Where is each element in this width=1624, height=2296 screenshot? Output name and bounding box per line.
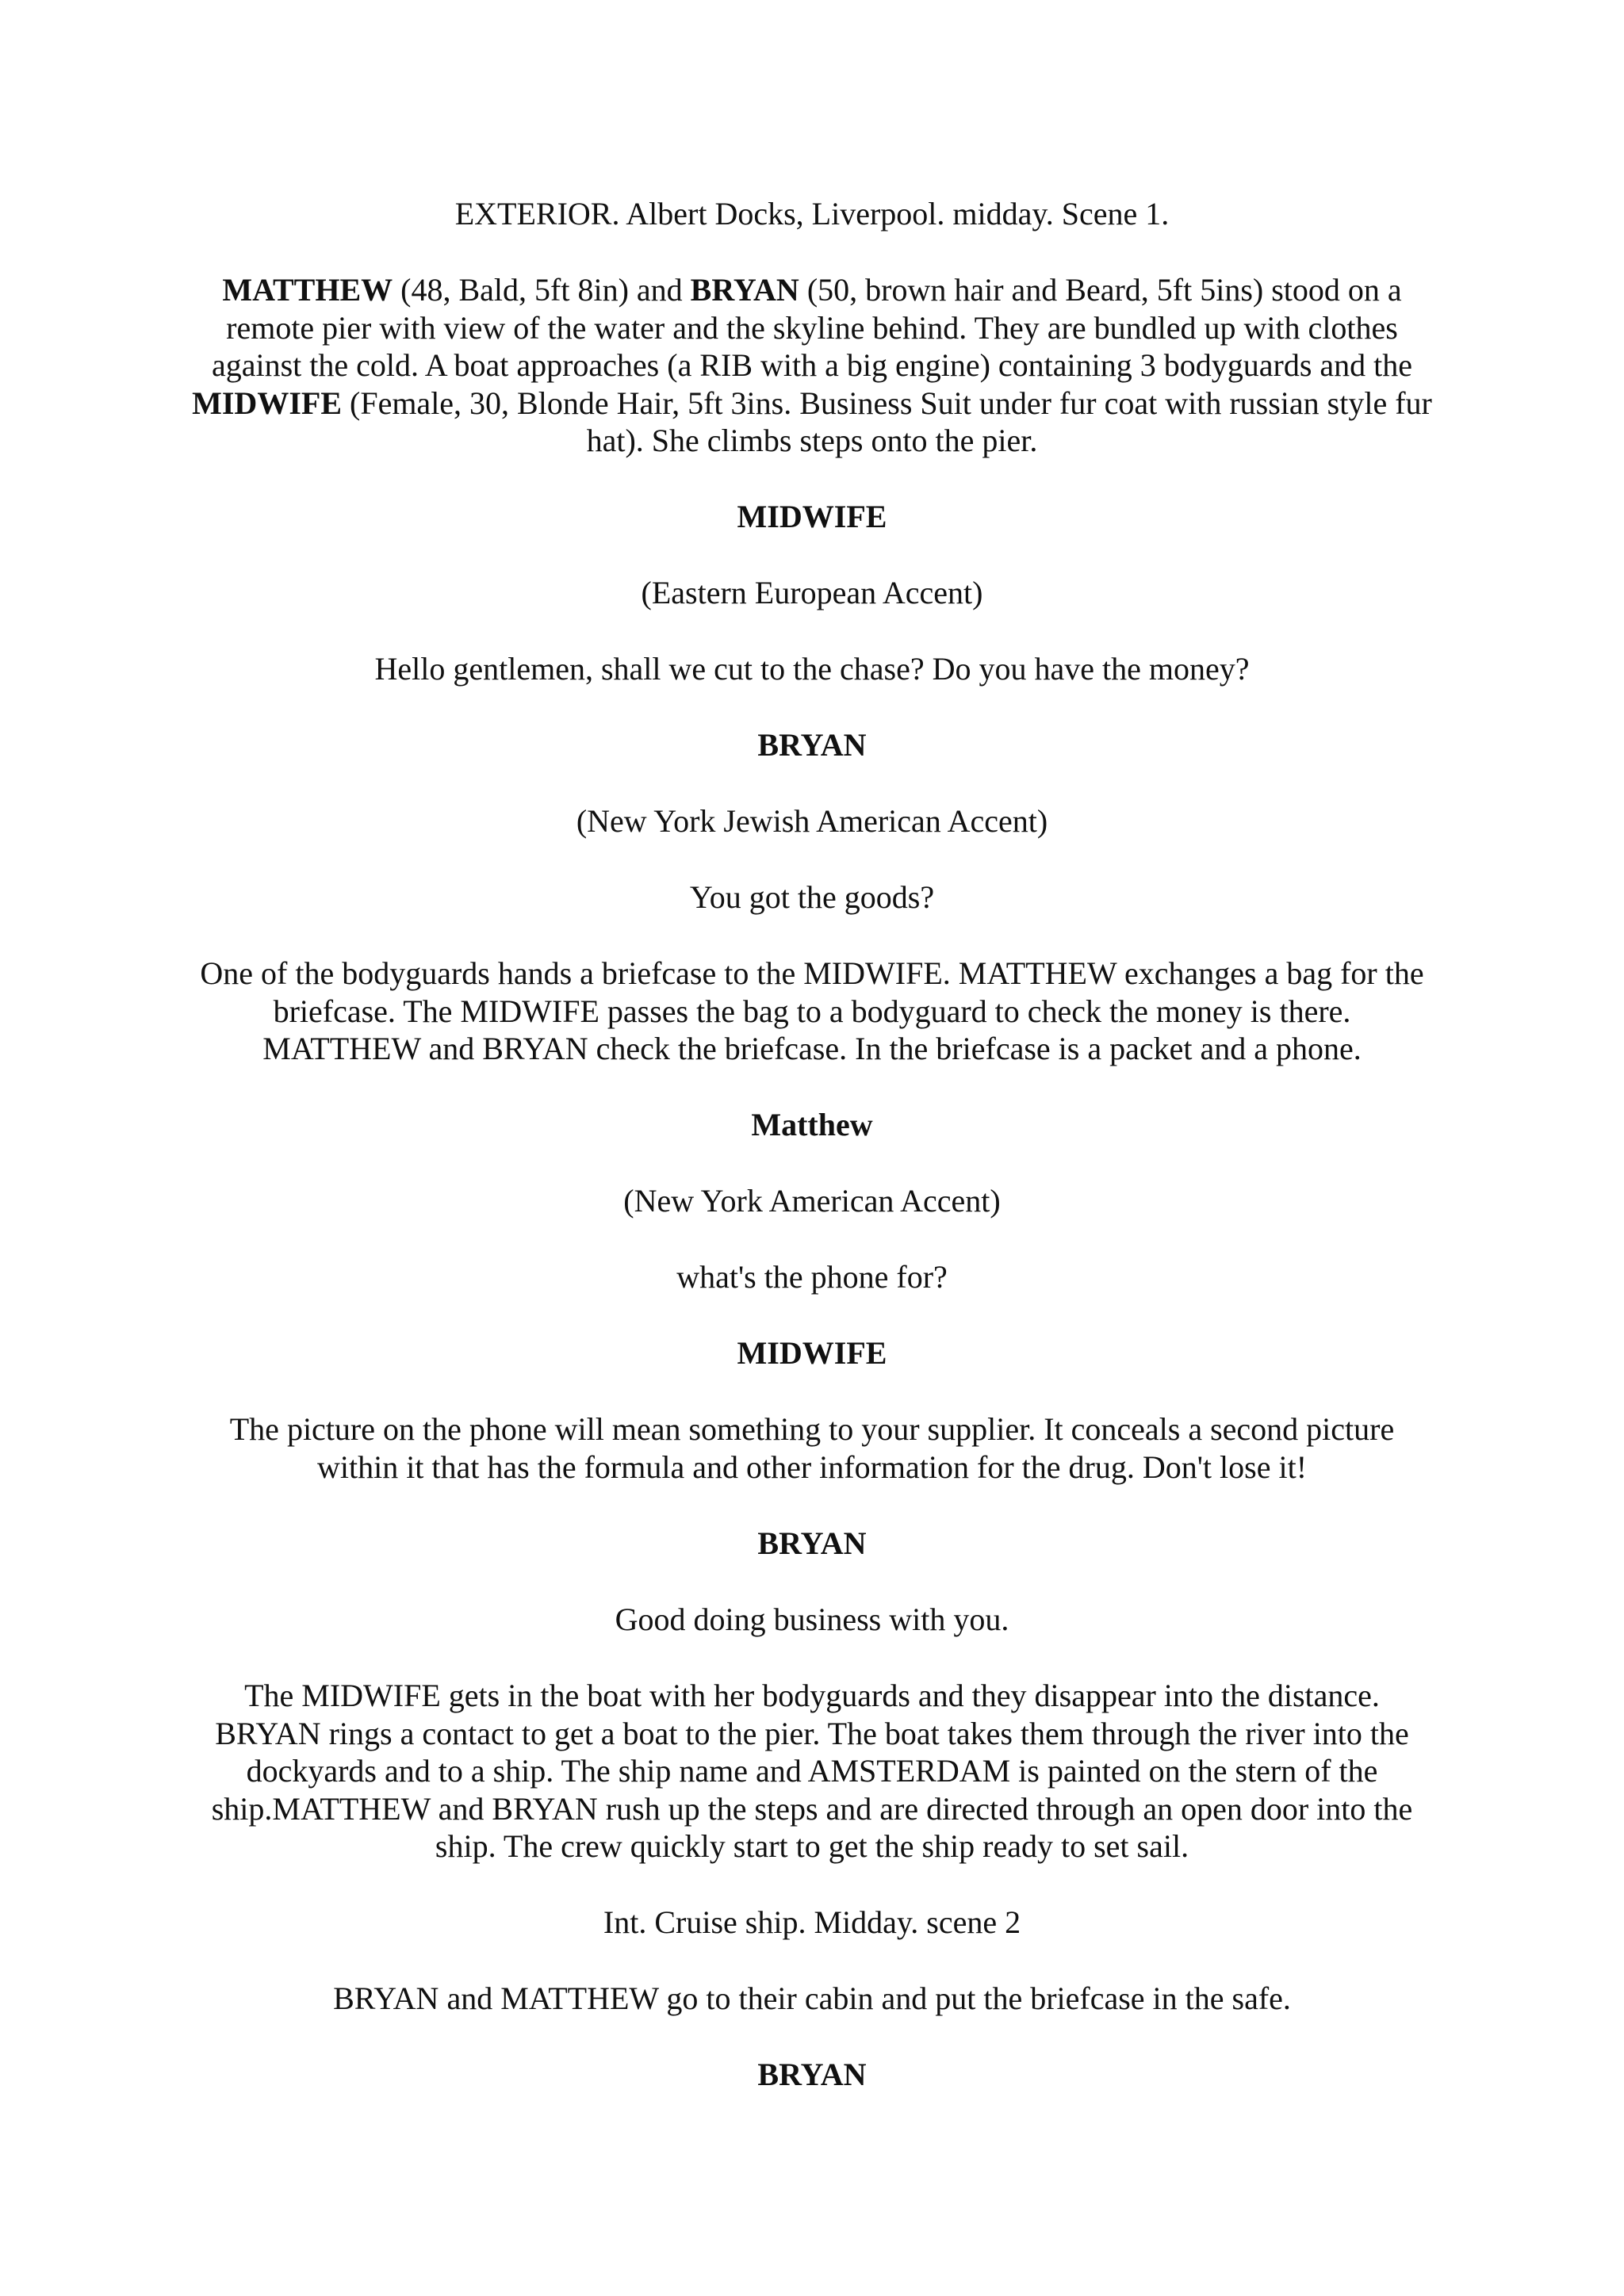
scene-heading: Int. Cruise ship. Midday. scene 2 bbox=[603, 1904, 1021, 1941]
action-paragraph: The MIDWIFE gets in the boat with her bodyguards and they disappear into the distance. BRYAN rings a contact to get a boat to the pier. The boat takes them through the river into the dockyards and to a ship. The ship name and AMSTERDAM is painted on the stern of the ship.MATTHEW and BRYAN rush up the steps and are directed through an open door into the ship. The crew quickly start to get the ship ready to set sail. bbox=[211, 1677, 1413, 1865]
character-name: MIDWIFE bbox=[192, 385, 342, 421]
parenthetical: (Eastern European Accent) bbox=[641, 575, 983, 611]
character-cue: Matthew bbox=[751, 1107, 873, 1143]
character-cue: BRYAN bbox=[757, 727, 867, 763]
character-name: BRYAN bbox=[690, 271, 799, 308]
dialogue-line: You got the goods? bbox=[689, 879, 935, 916]
screenplay-body bbox=[190, 195, 1434, 2132]
action-text: (Female, 30, Blonde Hair, 5ft 3ins. Business Suit under fur coat with russian style fur hat). She climbs steps onto the pier. bbox=[342, 385, 1432, 459]
parenthetical: (New York Jewish American Accent) bbox=[576, 803, 1048, 840]
action-text: (48, Bald, 5ft 8in) and bbox=[393, 271, 691, 308]
scene-heading: EXTERIOR. Albert Docks, Liverpool. midday. Scene 1. bbox=[454, 196, 1170, 232]
character-cue: MIDWIFE bbox=[737, 499, 887, 535]
dialogue-line: Hello gentlemen, shall we cut to the chase? Do you have the money? bbox=[374, 651, 1250, 687]
dialogue-line: what's the phone for? bbox=[676, 1259, 948, 1295]
character-cue: MIDWIFE bbox=[737, 1335, 887, 1372]
parenthetical: (New York American Accent) bbox=[623, 1183, 1001, 1219]
action-text: (50, brown hair and Beard, 5ft 5ins) stood on a remote pier with view of the water and the skyline behind. They are bundled up with clothes against the cold. A boat approaches (a RIB with a big engine) containing 3 bodyguards and the bbox=[211, 271, 1413, 384]
character-name: MATTHEW bbox=[222, 271, 393, 308]
dialogue-line: Good doing business with you. bbox=[615, 1601, 1009, 1637]
character-cue: BRYAN bbox=[757, 1525, 867, 1561]
character-cue: BRYAN bbox=[757, 2057, 867, 2093]
action-paragraph bbox=[190, 271, 1434, 460]
action-paragraph: One of the bodyguards hands a briefcase to the MIDWIFE. MATTHEW exchanges a bag for the briefcase. The MIDWIFE passes the bag to a bodyguard to check the money is there. MATTHEW and BRYAN check the briefcase. In the briefcase is a packet and a phone. bbox=[200, 955, 1424, 1067]
dialogue-line: The picture on the phone will mean something to your supplier. It conceals a second picture within it that has the formula and other information for the drug. Don't lose it! bbox=[229, 1411, 1395, 1485]
action-paragraph: BRYAN and MATTHEW go to their cabin and put the briefcase in the safe. bbox=[333, 1980, 1291, 2017]
